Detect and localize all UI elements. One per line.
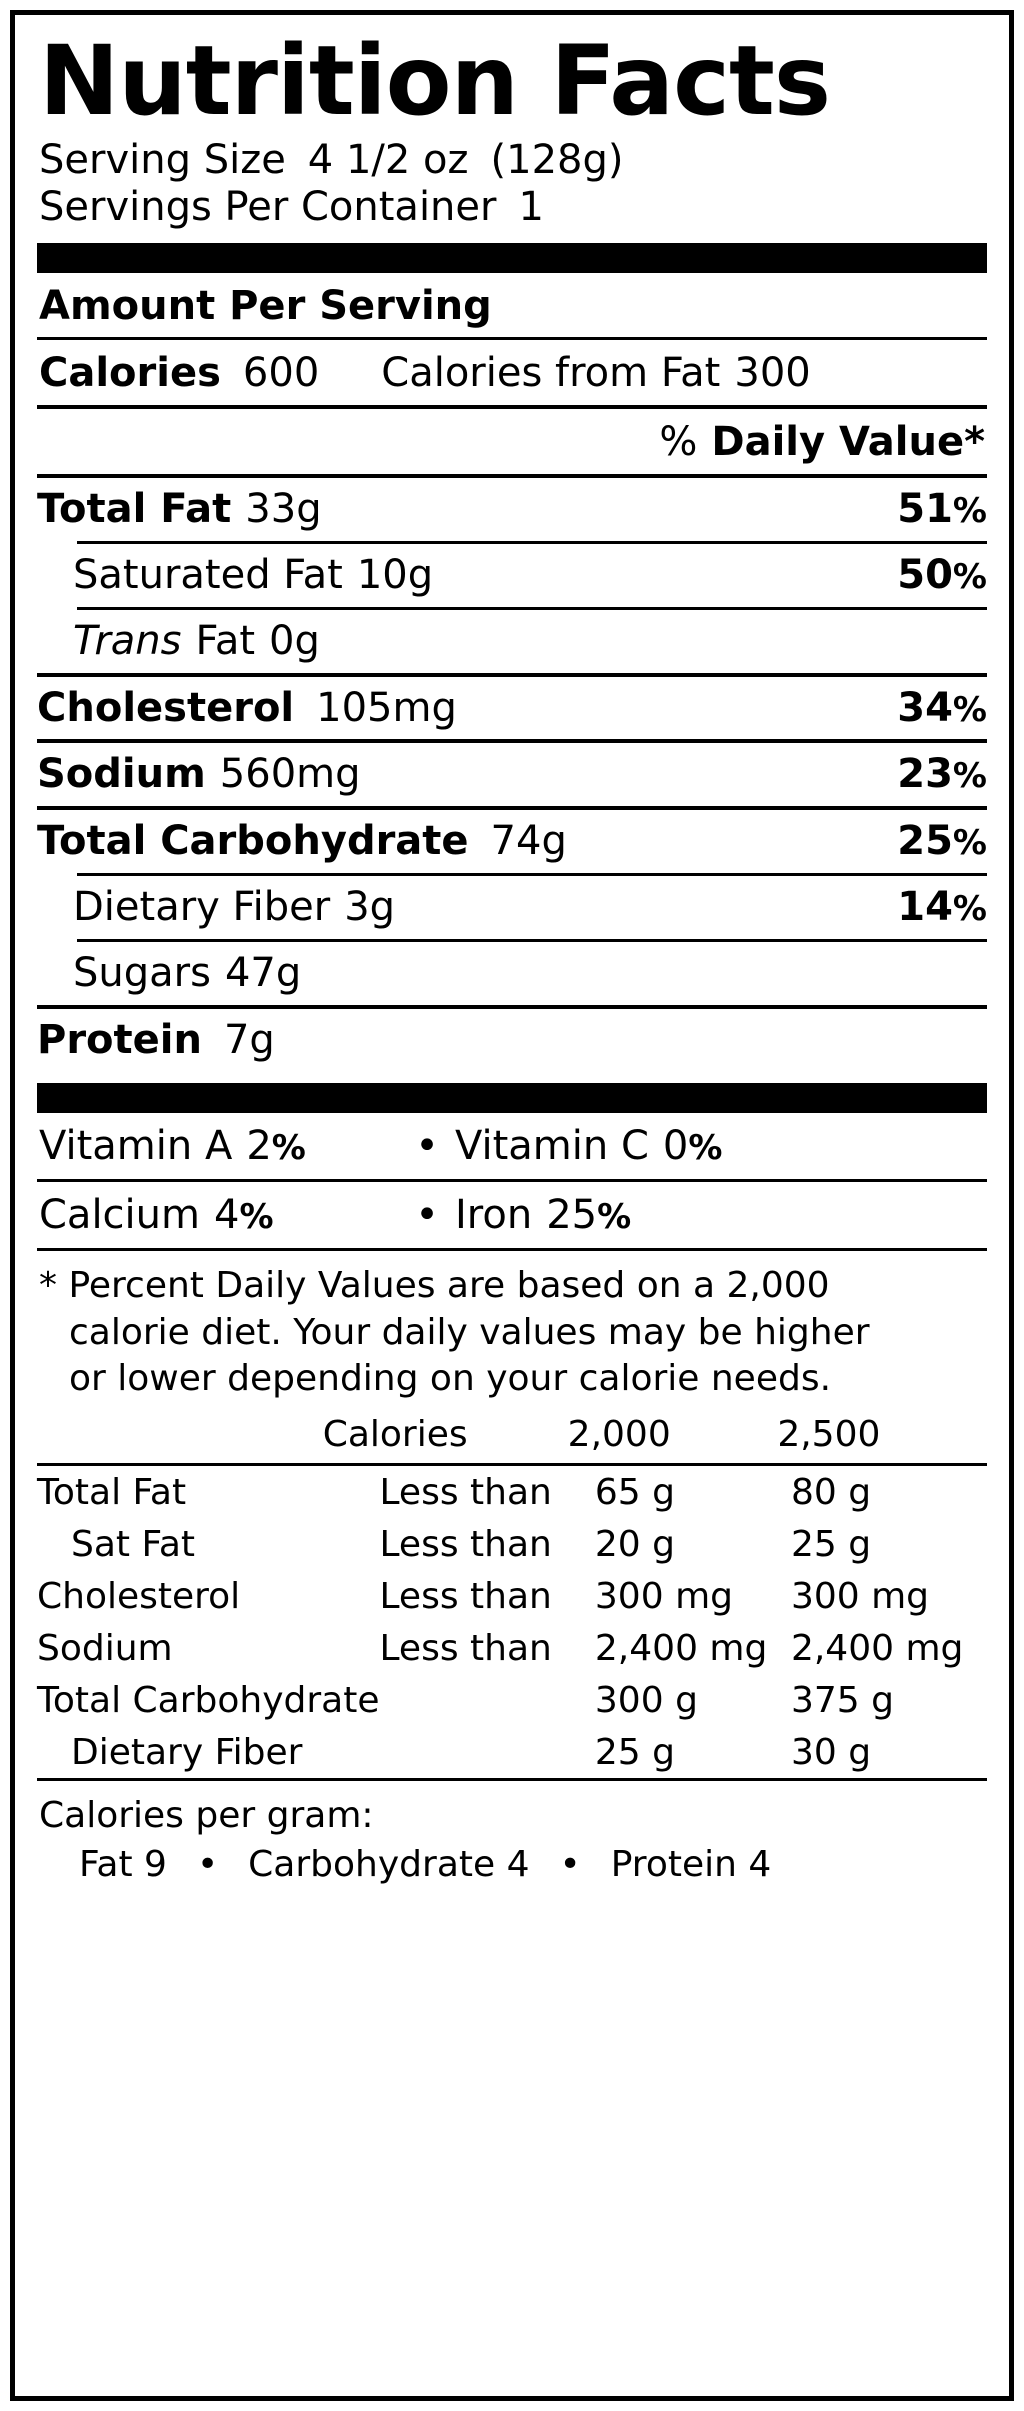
calories-from-fat-label: Calories from Fat: [381, 350, 721, 397]
bullet-dot-icon: •: [415, 1192, 439, 1239]
dv-row-less: [380, 1726, 595, 1778]
nutrition-facts-label: [10, 10, 1014, 2401]
table-row: [37, 1518, 987, 1570]
dv-row-2500: 2,400 mg: [790, 1627, 964, 1669]
nutrient-dv: 51: [897, 486, 953, 533]
dv-row-name: Sodium: [37, 1627, 173, 1669]
table-row: [37, 1570, 987, 1622]
iron-name: Iron: [455, 1192, 533, 1239]
nutrient-name: Cholesterol: [37, 684, 295, 731]
percent-symbol: %: [952, 689, 987, 730]
nutrient-amount: 105mg: [316, 684, 457, 731]
calcium-value: 4: [213, 1192, 240, 1239]
col-2500-header: 2,500: [777, 1413, 881, 1455]
daily-values-reference-body: [37, 1466, 987, 1778]
nutrient-name: Saturated Fat: [73, 552, 343, 599]
nutrient-row-cholesterol: [37, 677, 987, 740]
footnote-line-1: * Percent Daily Values are based on a 2,000: [39, 1265, 830, 1307]
dv-row-name: Sat Fat: [71, 1523, 196, 1565]
dv-row-2000: 300 mg: [594, 1575, 733, 1617]
footnote-line-3: or lower depending on your calorie needs.: [69, 1357, 832, 1399]
percent-symbol: %: [952, 557, 987, 598]
thick-divider-bottom: [37, 1083, 987, 1113]
dv-row-2500: 80 g: [790, 1471, 872, 1513]
dv-row-2500: 375 g: [790, 1679, 894, 1721]
vitamin-row-1: [37, 1113, 987, 1179]
table-row: [37, 1726, 987, 1778]
percent-symbol: %: [688, 1128, 723, 1169]
nutrient-row-sodium: [37, 743, 987, 806]
percent-symbol: %: [952, 889, 987, 930]
nutrient-row-saturated-fat: [37, 544, 987, 607]
calories-value: 600: [242, 350, 320, 397]
nutrient-amount: 7g: [223, 1016, 275, 1063]
percent-symbol: %: [952, 491, 987, 532]
daily-value-footnote: [37, 1251, 987, 1407]
serving-size-metric: (128g): [490, 136, 624, 183]
calories-per-gram-label: Calories per gram:: [39, 1794, 374, 1836]
table-header-row: [37, 1408, 987, 1463]
dv-row-less: [380, 1674, 595, 1726]
vitamin-c-name: Vitamin C: [455, 1123, 649, 1170]
daily-value-header: [37, 409, 987, 474]
vitamin-a-value: 2: [246, 1123, 272, 1170]
dv-row-name: Dietary Fiber: [71, 1731, 303, 1773]
dv-row-2000: 25 g: [594, 1731, 676, 1773]
nutrient-amount: 33g: [245, 486, 322, 533]
nutrient-dv: 25: [897, 818, 953, 865]
percent-symbol: %: [952, 756, 987, 797]
dv-row-2000: 2,400 mg: [594, 1627, 768, 1669]
calories-per-gram-values: [37, 1840, 987, 1885]
dv-row-2000: 20 g: [594, 1523, 676, 1565]
calories-row: [37, 340, 987, 405]
table-row: [37, 1674, 987, 1726]
nutrient-row-total-carbohydrate: [37, 810, 987, 873]
dv-row-less: Less than: [379, 1627, 552, 1669]
col-2000-header: 2,000: [567, 1413, 671, 1455]
nutrient-name: Sodium: [37, 751, 206, 798]
servings-per-container-line: [39, 184, 987, 231]
servings-per-container-value: 1: [518, 184, 544, 231]
iron-value: 25: [546, 1192, 598, 1239]
col-blank: [37, 1408, 323, 1463]
dv-row-2000: 65 g: [594, 1471, 676, 1513]
dv-row-name: Cholesterol: [37, 1575, 241, 1617]
dv-row-less: Less than: [379, 1471, 552, 1513]
nutrient-name: Protein: [37, 1016, 202, 1063]
bullet-dot-icon: •: [559, 1843, 581, 1885]
calcium-name: Calcium: [39, 1192, 200, 1239]
daily-value-text: Daily Value*: [711, 419, 985, 466]
thick-divider-top: [37, 243, 987, 273]
percent-symbol: %: [659, 419, 698, 466]
col-calories-header: Calories: [322, 1413, 468, 1455]
nutrient-amount: 3g: [344, 884, 396, 931]
vitamin-row-2: [37, 1182, 987, 1248]
table-row: [37, 1622, 987, 1674]
table-row: [37, 1466, 987, 1518]
nutrient-dv: 34: [897, 684, 953, 731]
dv-row-2500: 300 mg: [790, 1575, 930, 1617]
percent-symbol: %: [952, 823, 987, 864]
serving-size-label: Serving Size: [39, 136, 286, 183]
nutrient-dv: 23: [897, 751, 953, 798]
servings-per-container-label: Servings Per Container: [39, 184, 497, 231]
footnote-line-2: calorie diet. Your daily values may be higher: [69, 1311, 870, 1353]
nutrient-amount: 560mg: [219, 751, 361, 798]
vitamin-a-name: Vitamin A: [39, 1123, 233, 1170]
nutrient-name: Trans: [73, 617, 182, 664]
nutrient-row-dietary-fiber: [37, 876, 987, 939]
dv-row-name: Total Fat: [37, 1471, 187, 1513]
percent-symbol: %: [597, 1197, 632, 1238]
calories-from-fat-value: 300: [734, 350, 811, 397]
nutrient-row-total-fat: [37, 478, 987, 541]
percent-symbol: %: [239, 1197, 274, 1238]
cpg-protein: Protein 4: [610, 1843, 772, 1885]
dv-row-2500: 25 g: [790, 1523, 872, 1565]
dv-row-2500: 30 g: [790, 1731, 872, 1773]
nutrient-row-protein: [37, 1009, 987, 1072]
dv-row-2000: 300 g: [594, 1679, 698, 1721]
nutrient-name: Total Fat: [37, 486, 232, 533]
cpg-carbohydrate: Carbohydrate 4: [248, 1843, 530, 1885]
nutrient-name: Dietary Fiber: [73, 884, 331, 931]
page-title: Nutrition Facts: [39, 25, 831, 137]
nutrient-amount: 47g: [224, 949, 302, 996]
dv-row-name: Total Carbohydrate: [37, 1679, 380, 1721]
nutrient-name: Sugars: [73, 949, 211, 996]
amount-per-serving: Amount Per Serving: [39, 283, 492, 330]
nutrient-row-trans-fat: [37, 610, 987, 673]
nutrient-name: Total Carbohydrate: [37, 818, 469, 865]
nutrient-amount: 74g: [490, 818, 567, 865]
bullet-dot-icon: •: [196, 1843, 219, 1885]
nutrient-amount: 0g: [269, 617, 320, 664]
serving-size-value: 4 1/2 oz: [307, 136, 469, 183]
nutrient-row-sugars: [37, 942, 987, 1005]
dv-row-less: Less than: [379, 1575, 552, 1617]
vitamin-c-value: 0: [662, 1123, 689, 1170]
serving-size-line: [39, 137, 987, 184]
nutrient-amount: 10g: [356, 552, 434, 599]
nutrient-name-suffix: Fat: [195, 617, 256, 664]
nutrient-dv: 50: [897, 552, 953, 599]
bullet-dot-icon: •: [415, 1123, 439, 1170]
daily-values-reference-table: [37, 1408, 987, 1463]
calories-label: Calories: [39, 350, 221, 397]
percent-symbol: %: [271, 1128, 306, 1169]
dv-row-less: Less than: [379, 1523, 552, 1565]
cpg-fat: Fat 9: [79, 1843, 167, 1885]
nutrient-dv: 14: [897, 884, 953, 931]
